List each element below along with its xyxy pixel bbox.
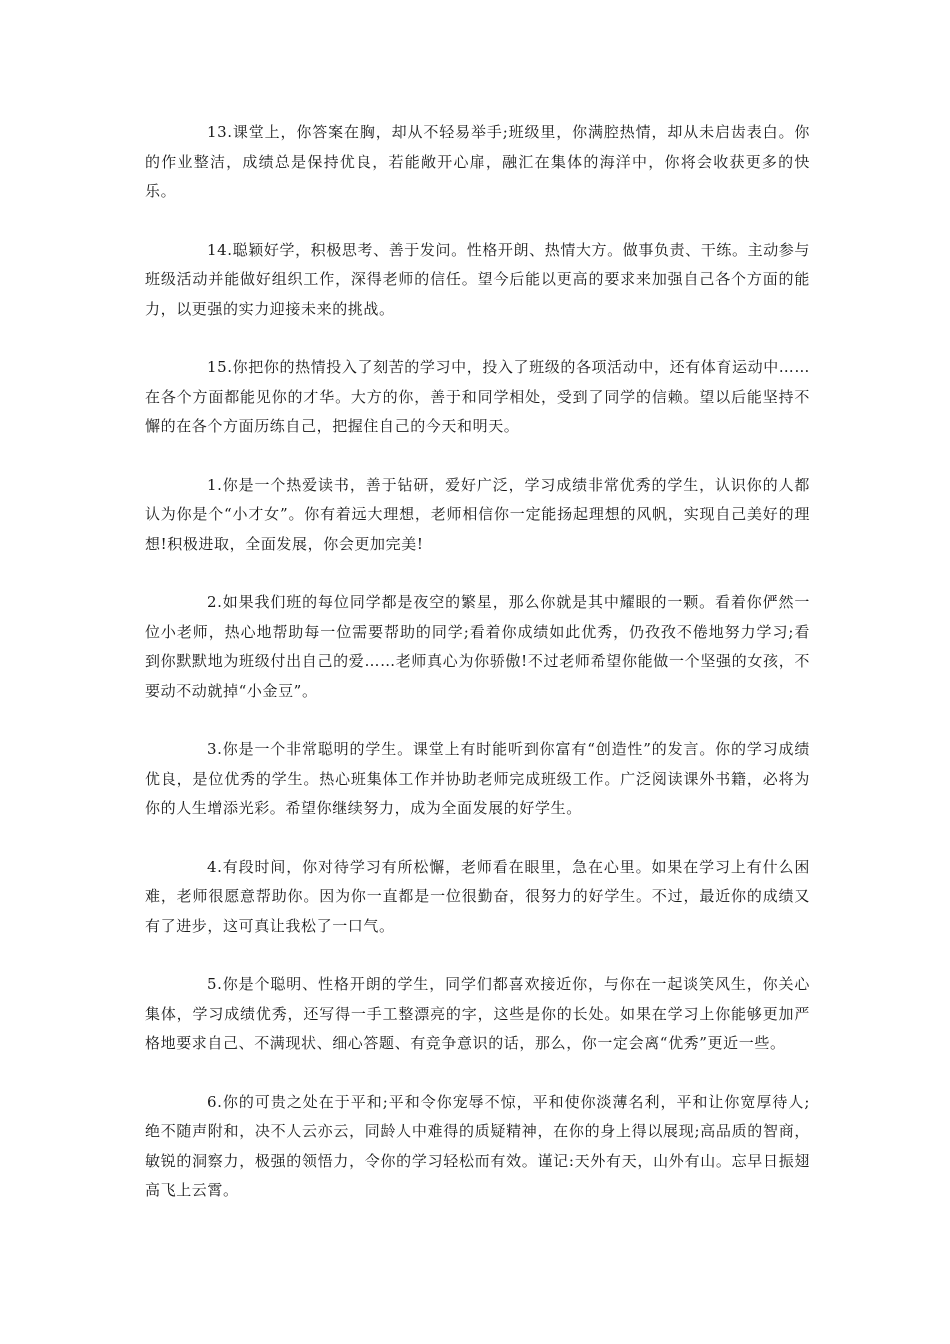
paragraph-4: 4.有段时间，你对待学习有所松懈，老师看在眼里，急在心里。如果在学习上有什么困难，老师很愿意帮助你。因为你一直都是一位很勤奋，很努力的好学生。不过，最近你的成绩又有了进步，这可真让我松了一口气。 xyxy=(145,857,810,935)
paragraph-5: 5.你是个聪明、性格开朗的学生，同学们都喜欢接近你，与你在一起谈笑风生，你关心集体，学习成绩优秀，还写得一手工整漂亮的字，这些是你的长处。如果在学习上你能够更加严格地要求自己、不满现状、细心答题、有竞争意识的话，那么，你一定会离“优秀”更近一些。 xyxy=(145,975,810,1052)
paragraph-1: 1.你是一个热爱读书，善于钻研，爱好广泛，学习成绩非常优秀的学生，认识你的人都认为你是个“小才女”。你有着远大理想，老师相信你一定能扬起理想的风帆，实现自己美好的理想!积极进取，全面发展，你会更加完美! xyxy=(145,475,810,553)
paragraph-2: 2.如果我们班的每位同学都是夜空的繁星，那么你就是其中耀眼的一颗。看着你俨然一位小老师，热心地帮助每一位需要帮助的同学;看着你成绩如此优秀，仍孜孜不倦地努力学习;看到你默默地为班级付出自己的爱……老师真心为你骄傲!不过老师希望你能做一个坚强的女孩，不要动不动就掉“小金豆”。 xyxy=(145,593,810,700)
paragraph-14: 14.聪颖好学，积极思考、善于发问。性格开朗、热情大方。做事负责、干练。主动参与班级活动并能做好组织工作，深得老师的信任。望今后能以更高的要求来加强自己各个方面的能力，以更强的实力迎接未来的挑战。 xyxy=(145,240,810,318)
paragraph-13: 13.课堂上，你答案在胸，却从不轻易举手;班级里，你满腔热情，却从未启齿表白。你的作业整洁，成绩总是保持优良，若能敞开心扉，融汇在集体的海洋中，你将会收获更多的快乐。 xyxy=(145,123,810,200)
paragraph-6: 6.你的可贵之处在于平和;平和令你宠辱不惊，平和使你淡薄名利，平和让你宽厚待人;绝不随声附和，决不人云亦云，同龄人中难得的质疑精神，在你的身上得以展现;高品质的智商，敏锐的洞察力，极强的领悟力，令你的学习轻松而有效。谨记:天外有天，山外有山。忘早日振翅高飞上云霄。 xyxy=(145,1092,810,1199)
paragraph-3: 3.你是一个非常聪明的学生。课堂上有时能听到你富有“创造性”的发言。你的学习成绩优良，是位优秀的学生。热心班集体工作并协助老师完成班级工作。广泛阅读课外书籍，必将为你的人生增添光彩。希望你继续努力，成为全面发展的好学生。 xyxy=(145,740,810,817)
document-body xyxy=(145,118,810,1235)
paragraph-15: 15.你把你的热情投入了刻苦的学习中，投入了班级的各项活动中，还有体育运动中……在各个方面都能见你的才华。大方的你，善于和同学相处，受到了同学的信赖。望以后能坚持不懈的在各个方面历练自己，把握住自己的今天和明天。 xyxy=(145,358,810,435)
